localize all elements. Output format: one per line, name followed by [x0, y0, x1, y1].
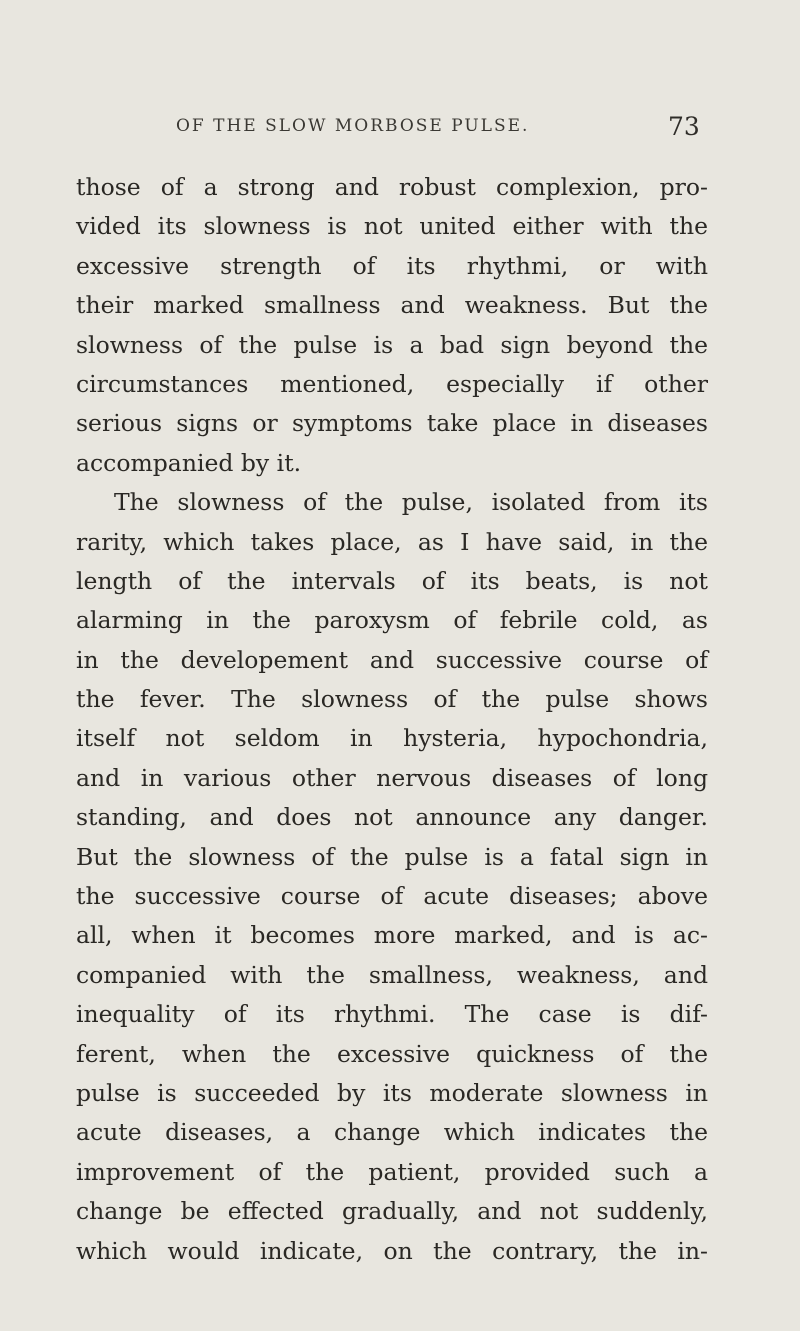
text-line: ferent, when the excessive quickness of the: [76, 1039, 708, 1068]
text-line: slowness of the pulse is a bad sign beyond the: [76, 330, 708, 359]
text-line: acute diseases, a change which indicates the: [76, 1118, 708, 1147]
text-line: the fever. The slowness of the pulse shows: [76, 685, 708, 714]
text-line: itself not seldom in hysteria, hypochondria,: [76, 724, 708, 753]
text-line: improvement of the patient, provided such a: [76, 1157, 708, 1186]
text-line: rarity, which takes place, as I have said, in the: [76, 527, 708, 556]
text-line: in the developement and successive course of: [76, 645, 708, 674]
text-line: circumstances mentioned, especially if other: [76, 369, 708, 398]
text-line: accompanied by it.: [76, 448, 302, 477]
text-line: their marked smallness and weakness. But the: [76, 291, 708, 320]
text-line: vided its slowness is not united either with the: [76, 212, 708, 241]
page-number: 73: [668, 112, 700, 141]
text-line: pulse is succeeded by its moderate slowness in: [76, 1078, 708, 1107]
running-header: [0, 112, 800, 142]
text-line: inequality of its rhythmi. The case is dif-: [76, 1000, 708, 1029]
text-line: alarming in the paroxysm of febrile cold, as: [76, 606, 708, 635]
text-line: which would indicate, on the contrary, the in-: [76, 1236, 708, 1265]
text-line: serious signs or symptoms take place in diseases: [76, 409, 708, 438]
text-line: length of the intervals of its beats, is not: [76, 566, 708, 595]
text-line: The slowness of the pulse, isolated from its: [114, 488, 708, 517]
text-line: excessive strength of its rhythmi, or with: [76, 251, 708, 280]
body-text: [76, 168, 708, 1271]
text-line: standing, and does not announce any danger.: [76, 803, 708, 832]
text-line: those of a strong and robust complexion, pro-: [76, 173, 708, 201]
text-line: all, when it becomes more marked, and is ac-: [76, 921, 708, 950]
text-line: and in various other nervous diseases of long: [76, 763, 708, 792]
text-line: change be effected gradually, and not suddenly,: [76, 1197, 708, 1226]
text-line: the successive course of acute diseases; above: [76, 882, 708, 911]
text-line: But the slowness of the pulse is a fatal sign in: [76, 842, 708, 871]
running-title: OF THE SLOW MORBOSE PULSE.: [176, 116, 530, 136]
text-line: companied with the smallness, weakness, and: [76, 960, 708, 989]
